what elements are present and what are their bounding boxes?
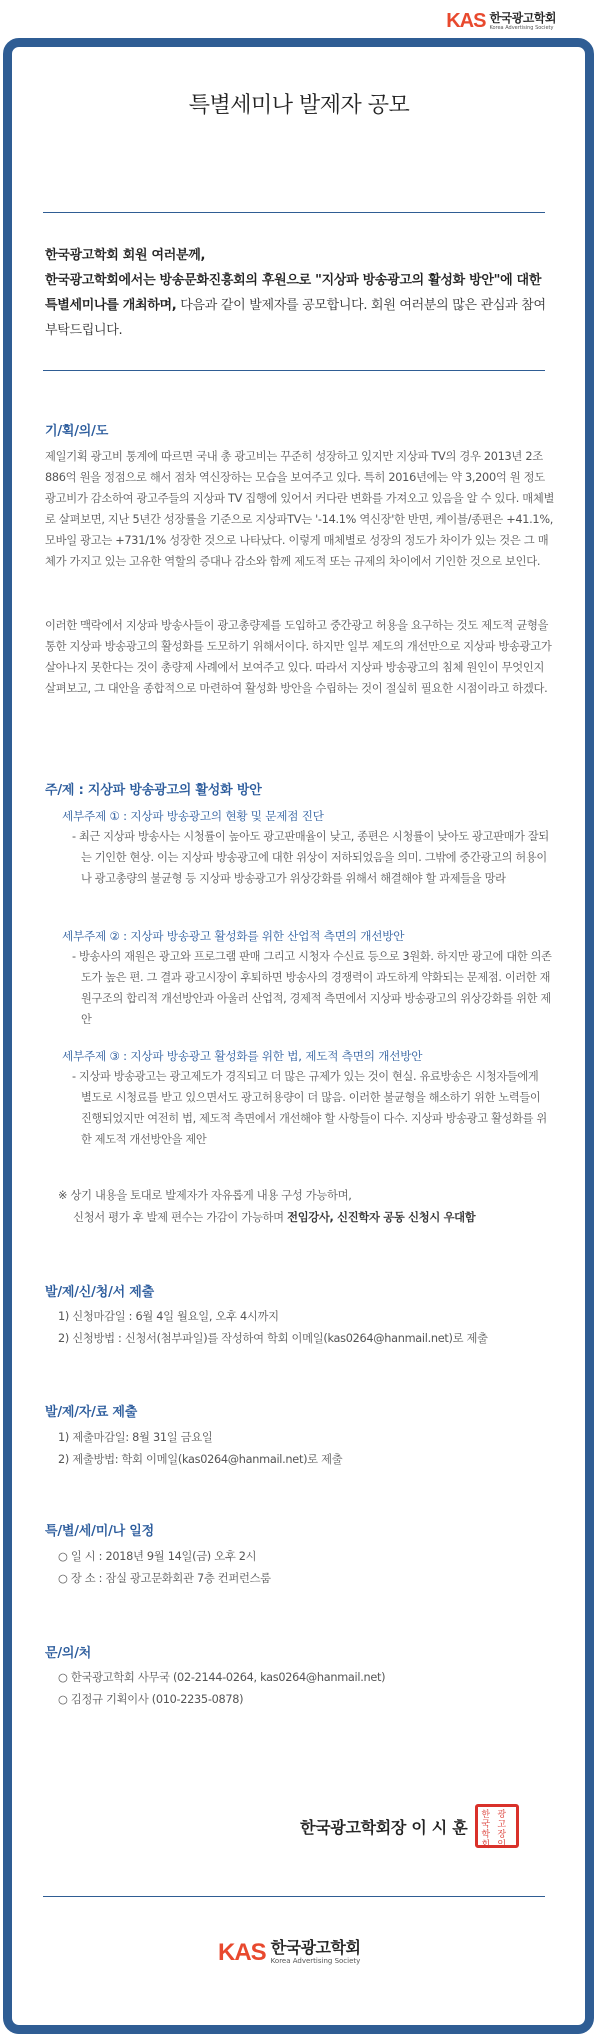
application-method: 2) 신청방법 : 신청서(첨부파일)를 작성하여 학회 이메일(kas0264@hanmail.net)로 제출 bbox=[58, 1332, 488, 1345]
subtopic-3 bbox=[62, 1046, 552, 1150]
schedule-venue: ○ 장 소 : 잠실 광고문화회관 7층 컨퍼런스룸 bbox=[58, 1572, 271, 1585]
note-line-2: 신청서 평가 후 발제 편수는 가감이 가능하며 bbox=[73, 1211, 288, 1224]
logo-name-ko: 한국광고학회 bbox=[489, 10, 556, 25]
official-seal-icon: 한국 광고 학회 장인 bbox=[475, 1804, 519, 1848]
kas-logo-mark: KAS bbox=[446, 10, 486, 32]
kas-logo-mark: KAS bbox=[218, 1938, 266, 1966]
logo-name-en: Korea Advertising Society bbox=[489, 24, 554, 31]
materials-list bbox=[58, 1427, 558, 1471]
topic-heading: 주/제 : 지상파 방송광고의 활성화 방안 bbox=[45, 783, 262, 798]
footer-logo bbox=[218, 1940, 360, 1965]
topic-note bbox=[58, 1185, 558, 1229]
header-logo bbox=[446, 11, 556, 31]
logo-name-en: Korea Advertising Society bbox=[270, 1957, 361, 1965]
materials-heading: 발/제/자/료 제출 bbox=[45, 1405, 138, 1420]
subtopic-3-title: 세부주제 ③ : 지상파 방송광고 활성화를 위한 법, 제도적 측면의 개선방안 bbox=[62, 1049, 423, 1063]
subtopic-3-body: - 지상파 방송광고는 광고제도가 경직되고 더 많은 규제가 있는 것이 현실. 유료방송은 시청자들에게 별도로 시청료를 받고 있으면서도 광고허용량이 더 많음. 이러한 불균형을 해소하기 위한 노력들이 진행되었지만 여전히 법, 제도적 측면에서 개선해야 할 사항들이 다수. 지상파 방송광고 활성화를 위한 제도적 개선방안을 제안 bbox=[72, 1070, 547, 1146]
intro-announcement: 한국광고학회에서는 방송문화진흥회의 후원으로 "지상파 방송광고의 활성화 방안"에 대한 특별세미나를 개최하며, bbox=[45, 273, 542, 313]
application-list bbox=[58, 1306, 558, 1350]
application-deadline: 1) 신청마감일 : 6월 4일 월요일, 오후 4시까지 bbox=[58, 1310, 279, 1323]
materials-method: 2) 제출방법: 학회 이메일(kas0264@hanmail.net)로 제출 bbox=[58, 1453, 343, 1466]
divider bbox=[43, 212, 545, 213]
materials-deadline: 1) 제출마감일: 8월 31일 금요일 bbox=[58, 1431, 213, 1444]
divider bbox=[43, 1896, 545, 1897]
page-title: 특별세미나 발제자 공모 bbox=[188, 93, 410, 118]
divider bbox=[43, 370, 545, 371]
contact-list bbox=[58, 1667, 558, 1711]
purpose-paragraph-1: 제일기획 광고비 통계에 따르면 국내 총 광고비는 꾸준히 성장하고 있지만 지상파 TV의 경우 2013년 2조 886억 원을 정점으로 해서 점차 역신장하는 모습을 보여주고 있다. 특히 2016년에는 약 3,200억 원 정도 광고비가 감소하여 광고주들의 지상파 TV 집행에 있어서 커다란 변화를 가져오고 있음을 알 수 있다. 매체별로 살펴보면, 지난 5년간 성장률을 기준으로 지상파TV는 '-14.1% 역신장'한 반면, 케이블/종편은 +41.1%, 모바일 광고는 +731/1% 성장한 것으로 나타났다. 이렇게 매체별로 성장의 정도가 차이가 있는 것은 그 매체가 가지고 있는 고유한 역할의 증대나 감소와 함께 제도적 또는 규제의 차이에서 기인한 것으로 보인다. bbox=[45, 450, 555, 568]
schedule-list bbox=[58, 1546, 558, 1590]
schedule-date: ○ 일 시 : 2018년 9월 14일(금) 오후 2시 bbox=[58, 1550, 257, 1563]
application-heading: 발/제/신/청/서 제출 bbox=[45, 1285, 155, 1300]
subtopic-2-body: - 방송사의 재원은 광고와 프로그램 판매 그리고 시청자 수신료 등으로 3원화. 하지만 광고에 대한 의존도가 높은 편. 그 결과 광고시장이 후퇴하면 방송사의 경쟁력이 과도하게 약화되는 문제점. 이러한 재원구조의 합리적 개선방안과 아울러 산업적, 경제적 측면에서 지상파 방송광고의 위상강화를 위한 제안 bbox=[72, 950, 552, 1026]
note-line-1: ※ 상기 내용을 토대로 발제자가 자유롭게 내용 구성 가능하며, bbox=[58, 1189, 352, 1202]
contact-heading: 문/의/처 bbox=[45, 1646, 92, 1661]
intro-text bbox=[45, 243, 555, 343]
subtopic-1-title: 세부주제 ① : 지상파 방송광고의 현황 및 문제점 진단 bbox=[62, 809, 324, 823]
purpose-paragraph-2: 이러한 맥락에서 지상파 방송사들이 광고총량제를 도입하고 중간광고 허용을 요구하는 것도 제도적 균형을 통한 지상파 방송광고의 활성화를 도모하기 위해서이다. 하지만 일부 제도의 개선만으로 지상파 방송광고가 살아나지 못한다는 것이 총량제 사례에서 보여주고 있다. 따라서 지상파 방송광고의 침체 원인이 무엇인지 살펴보고, 그 대안을 종합적으로 마련하여 활성화 방안을 수립하는 것이 절실히 필요한 시점이라고 하겠다. bbox=[45, 619, 552, 695]
subtopic-1-body: - 최근 지상파 방송사는 시청률이 높아도 광고판매율이 낮고, 종편은 시청률이 낮아도 광고판매가 잘되는 기인한 현상. 이는 지상파 방송광고에 대한 위상이 저하되었음을 의미. 그밖에 중간광고의 허용이나 광고총량의 불균형 등 지상파 방송광고가 위상강화를 위해서 해결해야 할 과제들을 망라 bbox=[72, 830, 549, 885]
intro-greeting: 한국광고학회 회원 여러분께, bbox=[45, 248, 206, 263]
signature bbox=[300, 1804, 519, 1848]
intro-request: 다음과 같이 발제자를 공모합니다. 회원 여러분의 많은 관심과 참여 부탁드립니다. bbox=[45, 298, 546, 338]
contact-director: ○ 김정규 기획이사 (010-2235-0878) bbox=[58, 1693, 244, 1706]
subtopic-2-title: 세부주제 ② : 지상파 방송광고 활성화를 위한 산업적 측면의 개선방안 bbox=[62, 929, 405, 943]
logo-name-ko: 한국광고학회 bbox=[270, 1938, 361, 1957]
note-preference: 전임강사, 신진학자 공동 신청시 우대함 bbox=[287, 1211, 476, 1224]
contact-office: ○ 한국광고학회 사무국 (02-2144-0264, kas0264@hanmail.net) bbox=[58, 1671, 386, 1684]
purpose-heading: 기/획/의/도 bbox=[45, 424, 109, 439]
schedule-heading: 특/별/세/미/나 일정 bbox=[45, 1524, 155, 1539]
subtopic-1 bbox=[62, 806, 552, 889]
signature-text: 한국광고학회장 이 시 훈 bbox=[300, 1817, 468, 1837]
subtopic-2 bbox=[62, 926, 552, 1030]
